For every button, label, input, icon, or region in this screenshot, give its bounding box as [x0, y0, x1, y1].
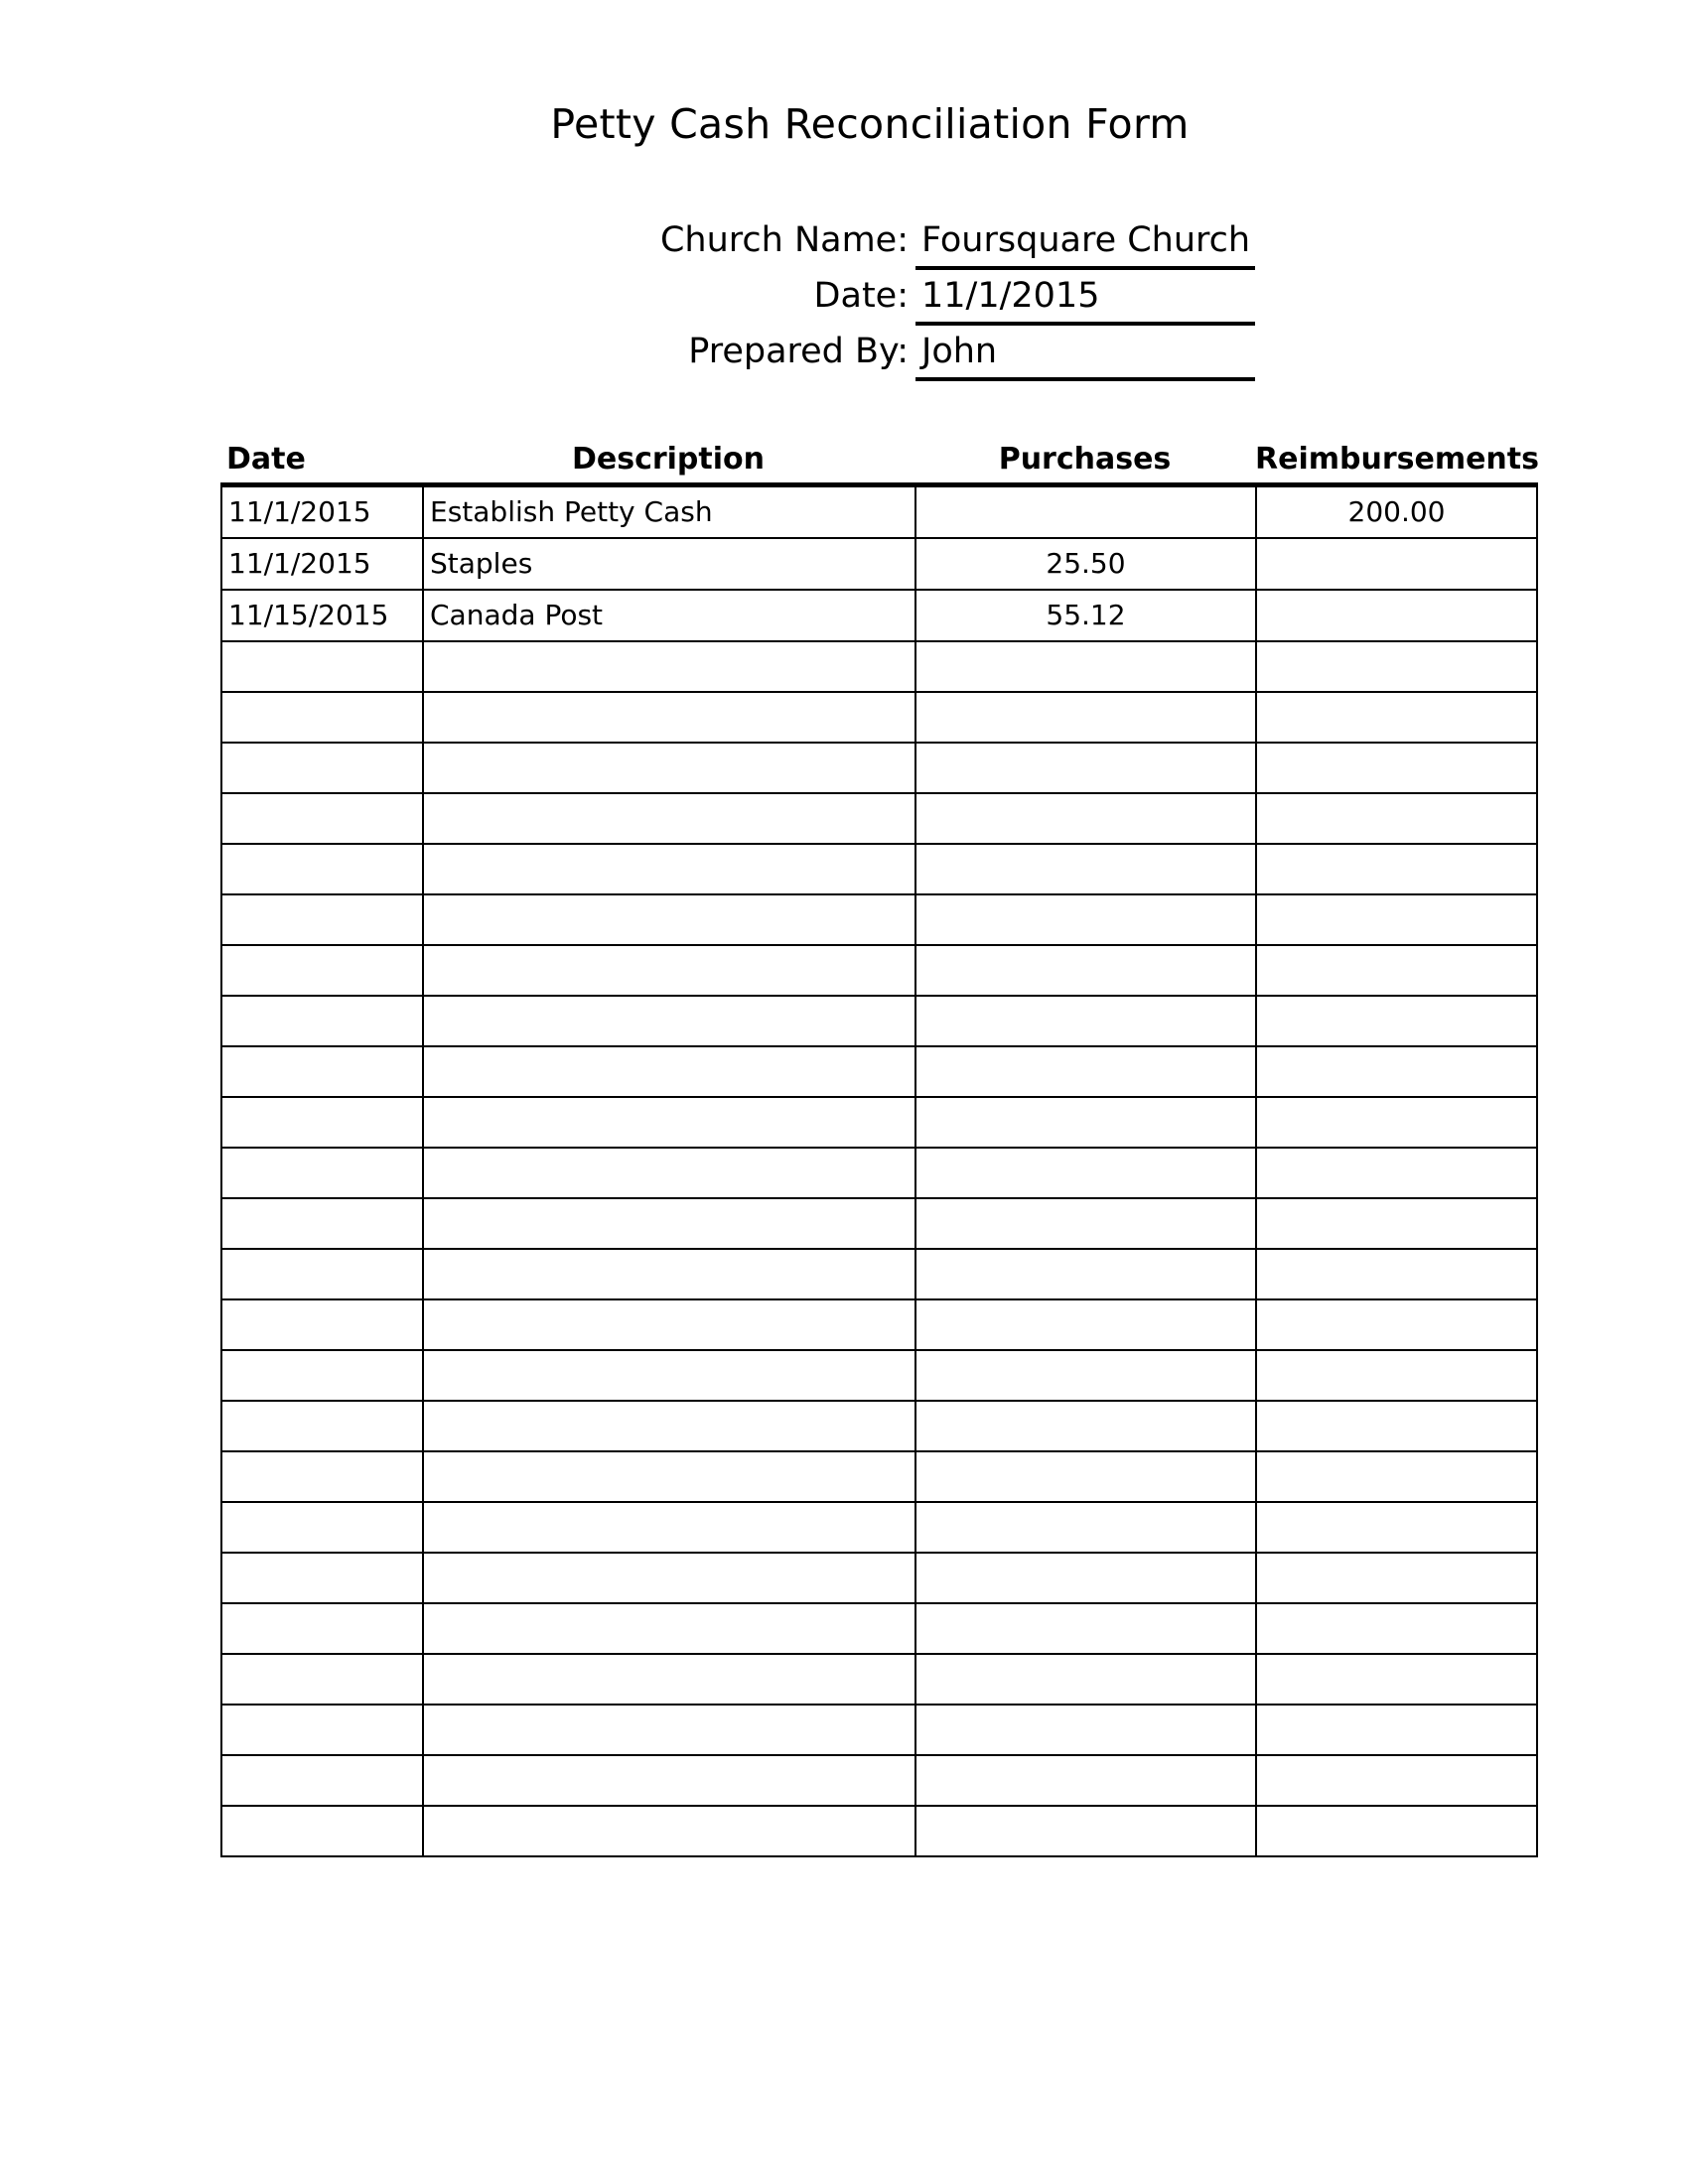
cell-purchases[interactable] [915, 692, 1256, 743]
cell-date[interactable] [221, 641, 423, 692]
table-row [221, 1806, 1537, 1856]
column-header-description: Description [571, 442, 766, 477]
cell-date[interactable] [221, 1806, 423, 1856]
cell-reimbursements[interactable] [1256, 743, 1537, 793]
cell-description[interactable] [423, 1755, 915, 1806]
table-row [221, 641, 1537, 692]
table-row [221, 692, 1537, 743]
cell-purchases[interactable] [915, 743, 1256, 793]
table-row [221, 1755, 1537, 1806]
cell-reimbursements[interactable] [1256, 1451, 1537, 1502]
cell-date[interactable]: 11/15/2015 [221, 590, 423, 641]
cell-date[interactable] [221, 1198, 423, 1249]
cell-date[interactable] [221, 996, 423, 1046]
cell-reimbursements[interactable] [1256, 1249, 1537, 1299]
church-name-row [0, 214, 1688, 270]
cell-date[interactable] [221, 894, 423, 945]
cell-reimbursements[interactable] [1256, 1198, 1537, 1249]
cell-purchases[interactable] [915, 1299, 1256, 1350]
table-row [221, 538, 1537, 590]
table-row [221, 1148, 1537, 1198]
cell-date[interactable] [221, 1502, 423, 1553]
cell-reimbursements[interactable] [1256, 1401, 1537, 1451]
column-header-reimbursements: Reimbursements [1255, 442, 1539, 477]
ledger-header [220, 437, 1539, 482]
cell-description[interactable] [423, 1705, 915, 1755]
cell-description[interactable] [423, 1299, 915, 1350]
cell-description[interactable] [423, 996, 915, 1046]
cell-reimbursements[interactable] [1256, 1097, 1537, 1148]
prepared-by-row [0, 326, 1688, 381]
cell-description[interactable]: Staples [423, 538, 915, 590]
cell-description[interactable] [423, 1806, 915, 1856]
cell-purchases[interactable] [915, 1705, 1256, 1755]
cell-reimbursements[interactable] [1256, 996, 1537, 1046]
cell-description[interactable] [423, 1097, 915, 1148]
table-row [221, 1603, 1537, 1654]
table-row [221, 590, 1537, 641]
table-row [221, 996, 1537, 1046]
table-row [221, 1249, 1537, 1299]
cell-description[interactable] [423, 1654, 915, 1705]
cell-date[interactable] [221, 1046, 423, 1097]
date-field[interactable]: 11/1/2015 [915, 276, 1255, 326]
column-header-purchases: Purchases [998, 442, 1172, 477]
cell-reimbursements[interactable] [1256, 844, 1537, 894]
cell-purchases[interactable] [915, 641, 1256, 692]
cell-date[interactable] [221, 692, 423, 743]
cell-description[interactable] [423, 1350, 915, 1401]
cell-description[interactable] [423, 743, 915, 793]
cell-date[interactable] [221, 1249, 423, 1299]
cell-date[interactable] [221, 1350, 423, 1401]
cell-reimbursements[interactable] [1256, 1654, 1537, 1705]
ledger-body [221, 485, 1537, 1857]
cell-description[interactable] [423, 1148, 915, 1198]
cell-date[interactable] [221, 945, 423, 996]
cell-reimbursements[interactable] [1256, 1350, 1537, 1401]
table-row [221, 894, 1537, 945]
cell-reimbursements[interactable]: 200.00 [1256, 485, 1537, 539]
cell-description[interactable] [423, 1603, 915, 1654]
cell-purchases[interactable] [915, 1401, 1256, 1451]
table-row [221, 1097, 1537, 1148]
table-row [221, 1350, 1537, 1401]
cell-purchases[interactable]: 55.12 [915, 590, 1256, 641]
table-row [221, 1198, 1537, 1249]
cell-purchases[interactable] [915, 894, 1256, 945]
ledger-table [220, 482, 1538, 1857]
cell-purchases[interactable] [915, 1654, 1256, 1705]
table-row [221, 945, 1537, 996]
cell-purchases[interactable] [915, 1502, 1256, 1553]
table-row [221, 844, 1537, 894]
cell-description[interactable] [423, 1502, 915, 1553]
cell-reimbursements[interactable] [1256, 1299, 1537, 1350]
cell-purchases[interactable]: 25.50 [915, 538, 1256, 590]
cell-date[interactable] [221, 743, 423, 793]
table-row [221, 1502, 1537, 1553]
cell-description[interactable] [423, 1249, 915, 1299]
cell-purchases[interactable] [915, 1046, 1256, 1097]
cell-reimbursements[interactable] [1256, 1046, 1537, 1097]
table-row [221, 743, 1537, 793]
cell-description[interactable]: Canada Post [423, 590, 915, 641]
cell-purchases[interactable] [915, 1097, 1256, 1148]
cell-date[interactable] [221, 1299, 423, 1350]
cell-reimbursements[interactable] [1256, 1603, 1537, 1654]
table-row [221, 1553, 1537, 1603]
cell-purchases[interactable] [915, 1451, 1256, 1502]
table-row [221, 1451, 1537, 1502]
table-row [221, 1046, 1537, 1097]
cell-date[interactable] [221, 1603, 423, 1654]
cell-date[interactable] [221, 844, 423, 894]
church-name-field[interactable]: Foursquare Church [915, 220, 1255, 270]
cell-description[interactable] [423, 641, 915, 692]
cell-description[interactable] [423, 1198, 915, 1249]
cell-description[interactable] [423, 844, 915, 894]
cell-purchases[interactable] [915, 1350, 1256, 1401]
cell-purchases[interactable] [915, 793, 1256, 844]
table-row [221, 1705, 1537, 1755]
cell-purchases[interactable] [915, 1553, 1256, 1603]
cell-description[interactable] [423, 1553, 915, 1603]
cell-reimbursements[interactable] [1256, 945, 1537, 996]
cell-reimbursements[interactable] [1256, 590, 1537, 641]
date-row [0, 270, 1688, 326]
cell-reimbursements[interactable] [1256, 793, 1537, 844]
cell-purchases[interactable] [915, 485, 1256, 539]
cell-reimbursements[interactable] [1256, 894, 1537, 945]
cell-reimbursements[interactable] [1256, 1502, 1537, 1553]
cell-purchases[interactable] [915, 1249, 1256, 1299]
cell-date[interactable]: 11/1/2015 [221, 485, 423, 539]
church-name-label: Church Name: [659, 220, 909, 260]
cell-purchases[interactable] [915, 1148, 1256, 1198]
cell-purchases[interactable] [915, 996, 1256, 1046]
cell-reimbursements[interactable] [1256, 692, 1537, 743]
prepared-by-label: Prepared By: [688, 332, 909, 371]
cell-date[interactable] [221, 1097, 423, 1148]
cell-reimbursements[interactable] [1256, 1755, 1537, 1806]
date-label: Date: [813, 276, 909, 316]
cell-date[interactable] [221, 1705, 423, 1755]
cell-purchases[interactable] [915, 844, 1256, 894]
table-row [221, 485, 1537, 539]
cell-reimbursements[interactable] [1256, 1705, 1537, 1755]
cell-date[interactable]: 11/1/2015 [221, 538, 423, 590]
cell-purchases[interactable] [915, 1603, 1256, 1654]
cell-reimbursements[interactable] [1256, 1553, 1537, 1603]
cell-description[interactable] [423, 692, 915, 743]
cell-description[interactable] [423, 894, 915, 945]
cell-description[interactable] [423, 1451, 915, 1502]
cell-date[interactable] [221, 1401, 423, 1451]
cell-date[interactable] [221, 1755, 423, 1806]
cell-date[interactable] [221, 1451, 423, 1502]
cell-purchases[interactable] [915, 1198, 1256, 1249]
table-row [221, 793, 1537, 844]
form-title: Petty Cash Reconciliation Form [550, 100, 1190, 148]
cell-description[interactable] [423, 1401, 915, 1451]
table-row [221, 1654, 1537, 1705]
cell-description[interactable]: Establish Petty Cash [423, 485, 915, 539]
cell-reimbursements[interactable] [1256, 1148, 1537, 1198]
table-row [221, 1299, 1537, 1350]
prepared-by-field[interactable]: John [915, 332, 1255, 381]
cell-date[interactable] [221, 1148, 423, 1198]
cell-reimbursements[interactable] [1256, 641, 1537, 692]
cell-reimbursements[interactable] [1256, 1806, 1537, 1856]
cell-date[interactable] [221, 1654, 423, 1705]
table-row [221, 1401, 1537, 1451]
cell-purchases[interactable] [915, 1806, 1256, 1856]
cell-date[interactable] [221, 793, 423, 844]
cell-date[interactable] [221, 1553, 423, 1603]
cell-description[interactable] [423, 1046, 915, 1097]
cell-reimbursements[interactable] [1256, 538, 1537, 590]
column-header-date: Date [226, 442, 306, 477]
cell-purchases[interactable] [915, 1755, 1256, 1806]
cell-purchases[interactable] [915, 945, 1256, 996]
cell-description[interactable] [423, 945, 915, 996]
cell-description[interactable] [423, 793, 915, 844]
